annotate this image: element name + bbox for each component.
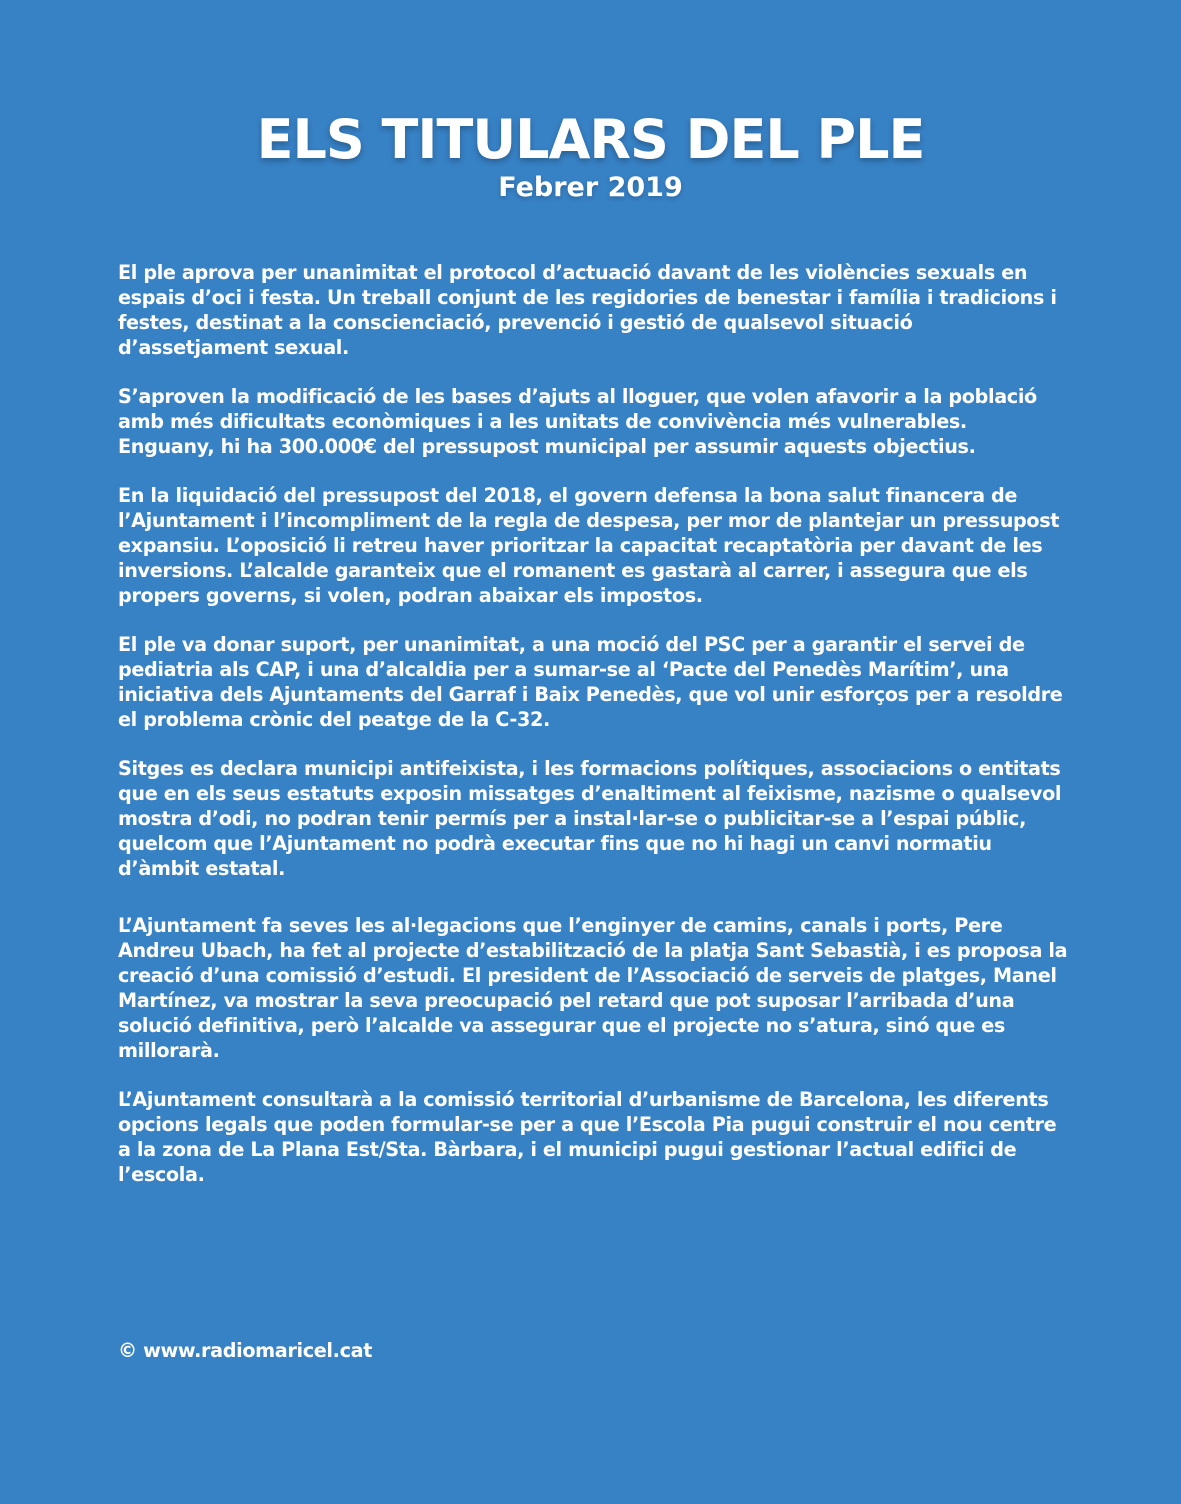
- footer-copyright: © www.radiomaricel.cat: [118, 1339, 373, 1362]
- page-title: ELS TITULARS DEL PLE: [256, 108, 925, 171]
- paragraph-antifascist: Sitges es declara municipi antifeixista, i les formacions polítiques, associacions o entitats que en els seus estatuts exposin missatges d’enaltiment al feixisme, nazisme o qualsevol mostra d’odi, no podran tenir permís per a instal·lar-se o publicitar-se a l’espai públic, quelcom que l’Ajuntament no podrà executar fins que no hi hagi un canvi normatiu d’àmbit estatal.: [118, 757, 1062, 880]
- paragraph-rental-aid: S’aproven la modificació de les bases d’ajuts al lloguer, que volen afavorir a la població amb més dificultats econòmiques i a les unitats de convivència més vulnerables. Enguany, hi ha 300.000€ del pressupost municipal per assumir aquests objectius.: [118, 385, 1037, 458]
- paragraph-escola-pia: L’Ajuntament consultarà a la comissió territorial d’urbanisme de Barcelona, les diferents opcions legals que poden formular-se per a que l’Escola Pia pugui construir el nou centre a la zona de La Plana Est/Sta. Bàrbara, i el municipi pugui gestionar l’actual edifici de l’escola.: [118, 1088, 1057, 1186]
- article-body: [118, 260, 1068, 1211]
- paragraph-sexual-violence-protocol: El ple aprova per unanimitat el protocol d’actuació davant de les violències sexuals en espais d’oci i festa. Un treball conjunt de les regidories de benestar i família i tradicions i festes, destinat a la conscienciació, prevenció i gestió de qualsevol situació d’assetjament sexual.: [118, 261, 1057, 359]
- paragraph-budget-liquidation: En la liquidació del pressupost del 2018, el govern defensa la bona salut financera de l’Ajuntament i l’incompliment de la regla de despesa, per mor de plantejar un pressupost expansiu. L’oposició li retreu haver prioritzar la capacitat recaptatòria per davant de les inversions. L’alcalde garanteix que el romanent es gastarà al carrer, i assegura que els propers governs, si volen, podran abaixar els impostos.: [118, 484, 1060, 607]
- header: [0, 108, 1181, 204]
- paragraph-pediatrics-motion: El ple va donar suport, per unanimitat, a una moció del PSC per a garantir el servei de pediatria als CAP, i una d’alcaldia per a sumar-se al ‘Pacte del Penedès Marítim’, una iniciativa dels Ajuntaments del Garraf i Baix Penedès, que vol unir esforços per a resoldre el problema crònic del peatge de la C-32.: [118, 633, 1063, 731]
- page-subtitle-date: Febrer 2019: [498, 172, 683, 203]
- paragraph-beach-stabilization: L’Ajuntament fa seves les al·legacions que l’enginyer de camins, canals i ports, Pere Andreu Ubach, ha fet al projecte d’estabilització de la platja Sant Sebastià, i es proposa la creació d’una comissió d’estudi. El president de l’Associació de serveis de platges, Manel Martínez, va mostrar la seva preocupació pel retard que pot suposar l’arribada d’una solució definitiva, però l’alcalde va assegurar que el projecte no s’atura, sinó que es millorarà.: [118, 914, 1068, 1062]
